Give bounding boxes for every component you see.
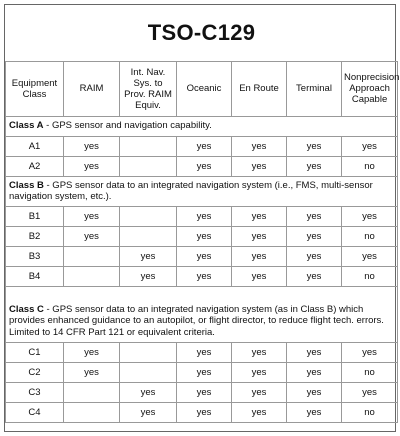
header-nonprecision-approach: Nonprecision Approach Capable [342,61,398,116]
table-row [6,266,398,286]
table-cell: yes [287,266,342,286]
table-cell: yes [120,266,177,286]
tso-table [5,5,398,423]
table-cell: yes [232,266,287,286]
class-label: Class A [9,120,44,132]
table-cell: yes [177,266,232,286]
table-cell: yes [177,362,232,382]
table-cell: yes [342,136,398,156]
table-row [6,246,398,266]
table-cell: yes [287,246,342,266]
table-cell: yes [232,206,287,226]
header-raim: RAIM [64,61,120,116]
header-row [6,61,398,116]
table-row [6,402,398,422]
table-cell: yes [177,206,232,226]
table-cell: yes [177,136,232,156]
equipment-class-cell: A2 [6,156,64,176]
table-row [6,342,398,362]
table-cell [64,266,120,286]
table-cell: yes [177,402,232,422]
table-cell: yes [287,362,342,382]
table-cell: yes [342,382,398,402]
equipment-class-cell: C3 [6,382,64,402]
table-cell: yes [177,246,232,266]
table-cell: yes [232,156,287,176]
table-cell: yes [232,226,287,246]
table-cell: yes [120,382,177,402]
class-description-row [6,286,398,342]
table-cell: yes [287,226,342,246]
table-cell: yes [64,362,120,382]
table-cell: yes [64,156,120,176]
equipment-class-cell: B4 [6,266,64,286]
table-cell [120,226,177,246]
class-description-text: - GPS sensor data to an integrated navigation system (i.e., FMS, multi-sensor navigation system, etc.). [9,179,373,202]
table-cell: yes [342,206,398,226]
class-description [6,116,398,136]
header-oceanic: Oceanic [177,61,232,116]
tso-table-frame [4,4,400,432]
class-label: Class C [9,303,44,315]
table-cell: no [342,266,398,286]
table-cell: no [342,226,398,246]
table-cell: yes [342,246,398,266]
table-cell: yes [177,382,232,402]
table-cell [64,382,120,402]
table-cell: yes [232,382,287,402]
table-cell: yes [232,136,287,156]
table-row [6,156,398,176]
table-cell: yes [287,382,342,402]
class-description-row [6,116,398,136]
table-cell: no [342,402,398,422]
class-description [6,176,398,206]
table-cell [120,342,177,362]
table-cell: no [342,362,398,382]
table-cell [120,136,177,156]
table-cell: yes [120,246,177,266]
header-int-nav-sys: Int. Nav. Sys. to Prov. RAIM Equiv. [120,61,177,116]
table-cell: yes [232,342,287,362]
table-cell: yes [342,342,398,362]
table-cell: yes [287,136,342,156]
table-cell: yes [287,402,342,422]
equipment-class-cell: B2 [6,226,64,246]
table-cell [120,362,177,382]
table-cell [120,206,177,226]
class-description [6,286,398,342]
table-cell: yes [177,342,232,362]
class-description-text: - GPS sensor and navigation capability. [43,120,212,132]
table-cell [64,402,120,422]
table-cell: yes [232,246,287,266]
table-cell: yes [287,206,342,226]
table-cell: yes [177,156,232,176]
class-label: Class B [9,179,44,191]
header-equipment-class: Equipment Class [6,61,64,116]
class-description-row [6,176,398,206]
table-row [6,382,398,402]
equipment-class-cell: A1 [6,136,64,156]
table-cell: yes [120,402,177,422]
table-cell: yes [64,136,120,156]
table-row [6,226,398,246]
class-description-text: - GPS sensor data to an integrated navigation system (as in Class B) which provides enhanced guidance to an autopilot, or flight director, to reduce flight tech. errors. Limited to 14 CFR Part 121 or equivalent criteria. [9,303,384,338]
table-row [6,362,398,382]
table-cell [64,246,120,266]
table-row [6,206,398,226]
page-title: TSO-C129 [6,5,398,61]
table-cell: yes [177,226,232,246]
equipment-class-cell: C4 [6,402,64,422]
equipment-class-cell: C1 [6,342,64,362]
equipment-class-cell: B3 [6,246,64,266]
table-cell: yes [287,342,342,362]
table-cell: no [342,156,398,176]
table-cell: yes [64,342,120,362]
table-cell: yes [64,206,120,226]
header-en-route: En Route [232,61,287,116]
table-row [6,136,398,156]
equipment-class-cell: C2 [6,362,64,382]
equipment-class-cell: B1 [6,206,64,226]
table-cell: yes [232,402,287,422]
table-cell [120,156,177,176]
table-cell: yes [232,362,287,382]
header-terminal: Terminal [287,61,342,116]
table-cell: yes [64,226,120,246]
table-cell: yes [287,156,342,176]
